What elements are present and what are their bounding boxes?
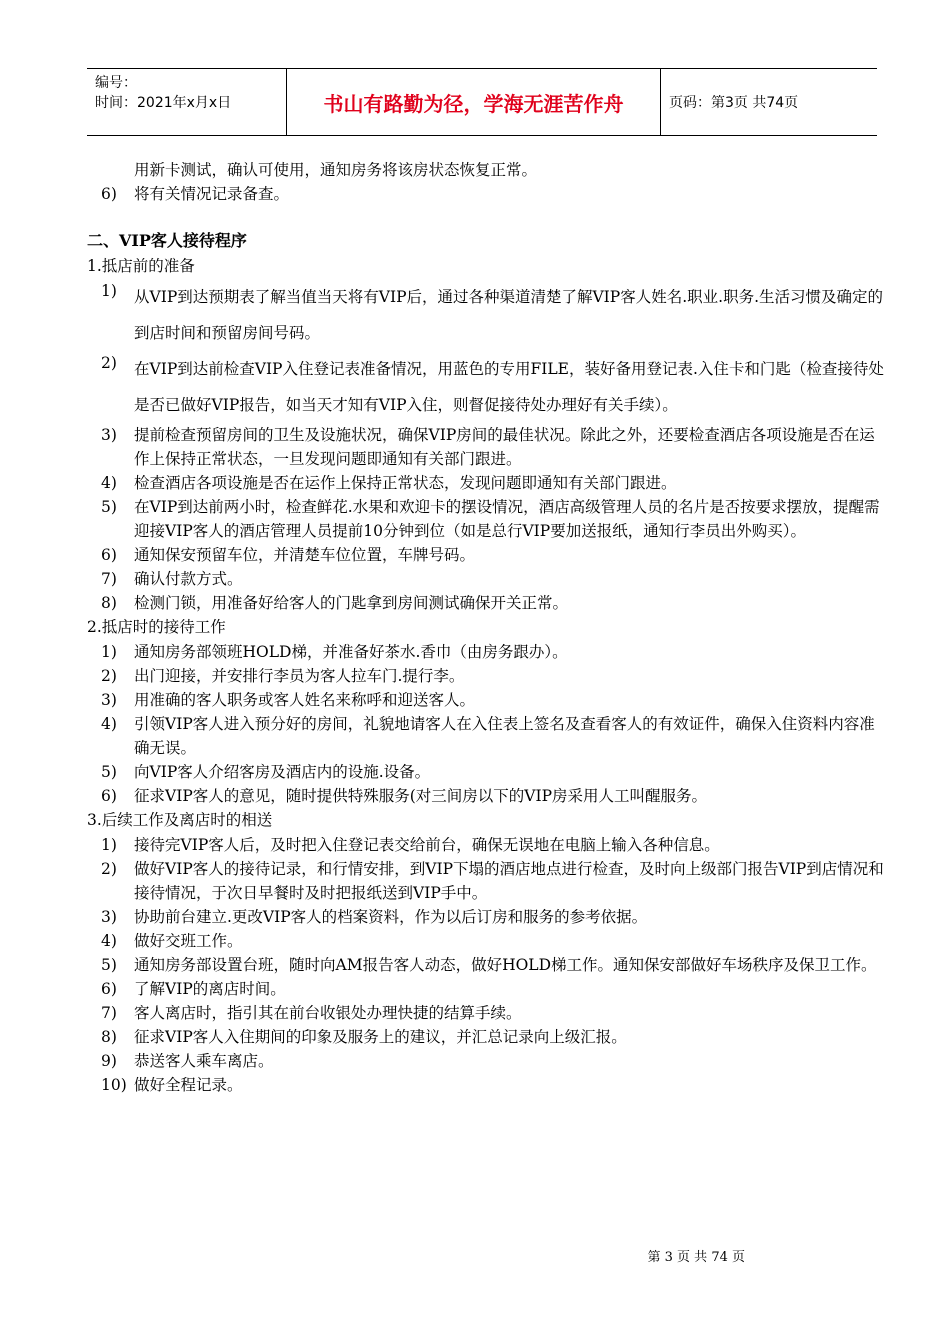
header-page-label: 页码：第3页 共74页: [669, 95, 799, 111]
intro-line: 用新卡测试，确认可使用，通知房务将该房状态恢复正常。: [134, 161, 538, 179]
list-item: 6) 通知保安预留车位，并清楚车位位置，车牌号码。: [101, 546, 476, 564]
list-item: 3) 提前检查预留房间的卫生及设施状况，确保VIP房间的最佳状况。除此之外，还要检查酒店各项设施是否在运作上保持正常状态，一旦发现问题即通知有关部门跟进。: [101, 426, 875, 468]
list-item: 8) 征求VIP客人入住期间的印象及服务上的建议，并汇总记录向上级汇报。: [101, 1028, 627, 1046]
list-item: 4) 检查酒店各项设施是否在运作上保持正常状态，发现问题即通知有关部门跟进。: [101, 474, 677, 492]
section-title: 二、VIP客人接待程序: [87, 231, 247, 250]
list-item: 6) 了解VIP的离店时间。: [101, 980, 286, 998]
list-item: 1) 接待完VIP客人后，及时把入住登记表交给前台，确保无误地在电脑上输入各种信息。: [101, 836, 720, 854]
part3-list: [87, 833, 887, 1097]
list-item: 2) 做好VIP客人的接待记录，和行情安排，到VIP下塌的酒店地点进行检查，及时向上级部门报告VIP到店情况和接待情况，于次日早餐时及时把报纸送到VIP手中。: [101, 860, 884, 902]
list-item: 6) 征求VIP客人的意见，随时提供特殊服务(对三间房以下的VIP房采用人工叫醒服务。: [101, 787, 708, 805]
page-footer: 第 3 页 共 74 页: [647, 1250, 745, 1265]
list-item: 1) 从VIP到达预期表了解当值当天将有VIP后，通过各种渠道清楚了解VIP客人姓名.职业.职务.生活习惯及确定的到店时间和预留房间号码。: [101, 282, 884, 342]
list-item: 10) 做好全程记录。: [101, 1076, 243, 1094]
page-header: [87, 68, 877, 136]
list-item: 4) 做好交班工作。: [101, 932, 243, 950]
part3-title: 3.后续工作及离店时的相送: [87, 811, 273, 829]
header-meta: [87, 69, 287, 135]
part2-list: [87, 640, 887, 808]
part2-title: 2.抵店时的接待工作: [87, 618, 226, 636]
list-item: 1) 通知房务部领班HOLD梯，并准备好茶水.香巾（由房务跟办）。: [101, 643, 568, 661]
serial-label: 编号：: [95, 75, 137, 91]
part1-list: [87, 279, 887, 615]
list-item: 7) 确认付款方式。: [101, 570, 243, 588]
list-item: 2) 在VIP到达前检查VIP入住登记表准备情况，用蓝色的专用FILE，装好备用登记表.入住卡和门匙（检查接待处是否已做好VIP报告，如当天才知有VIP入住，则督促接待处办理好有关手续）。: [101, 354, 884, 414]
intro-item: 6) 将有关情况记录备查。: [101, 185, 290, 203]
list-item: 3) 用准确的客人职务或客人姓名来称呼和迎送客人。: [101, 691, 476, 709]
document-body: [87, 158, 887, 1097]
list-item: 5) 在VIP到达前两小时，检查鲜花.水果和欢迎卡的摆设情况，酒店高级管理人员的名片是否按要求摆放，提醒需迎接VIP客人的酒店管理人员提前10分钟到位（如是总行VIP要加送报纸，通知行李员出外购买）。: [101, 498, 880, 540]
list-item: 4) 引领VIP客人进入预分好的房间，礼貌地请客人在入住表上签名及查看客人的有效证件，确保入住资料内容准确无误。: [101, 715, 875, 757]
list-item: 3) 协助前台建立.更改VIP客人的档案资料，作为以后订房和服务的参考依据。: [101, 908, 648, 926]
list-item: 9) 恭送客人乘车离店。: [101, 1052, 274, 1070]
list-item: 5) 向VIP客人介绍客房及酒店内的设施.设备。: [101, 763, 431, 781]
list-item: 8) 检测门锁，用准备好给客人的门匙拿到房间测试确保开关正常。: [101, 594, 569, 612]
list-item: 7) 客人离店时，指引其在前台收银处办理快捷的结算手续。: [101, 1004, 522, 1022]
part1-title: 1.抵店前的准备: [87, 257, 195, 275]
list-item: 5) 通知房务部设置台班，随时向AM报告客人动态，做好HOLD梯工作。通知保安部做好车场秩序及保卫工作。: [101, 956, 877, 974]
time-label: 时间：2021年x月x日: [95, 95, 232, 111]
list-item: 2) 出门迎接，并安排行李员为客人拉车门.提行李。: [101, 667, 465, 685]
header-motto: 书山有路勤为径，学海无涯苦作舟: [287, 69, 661, 135]
